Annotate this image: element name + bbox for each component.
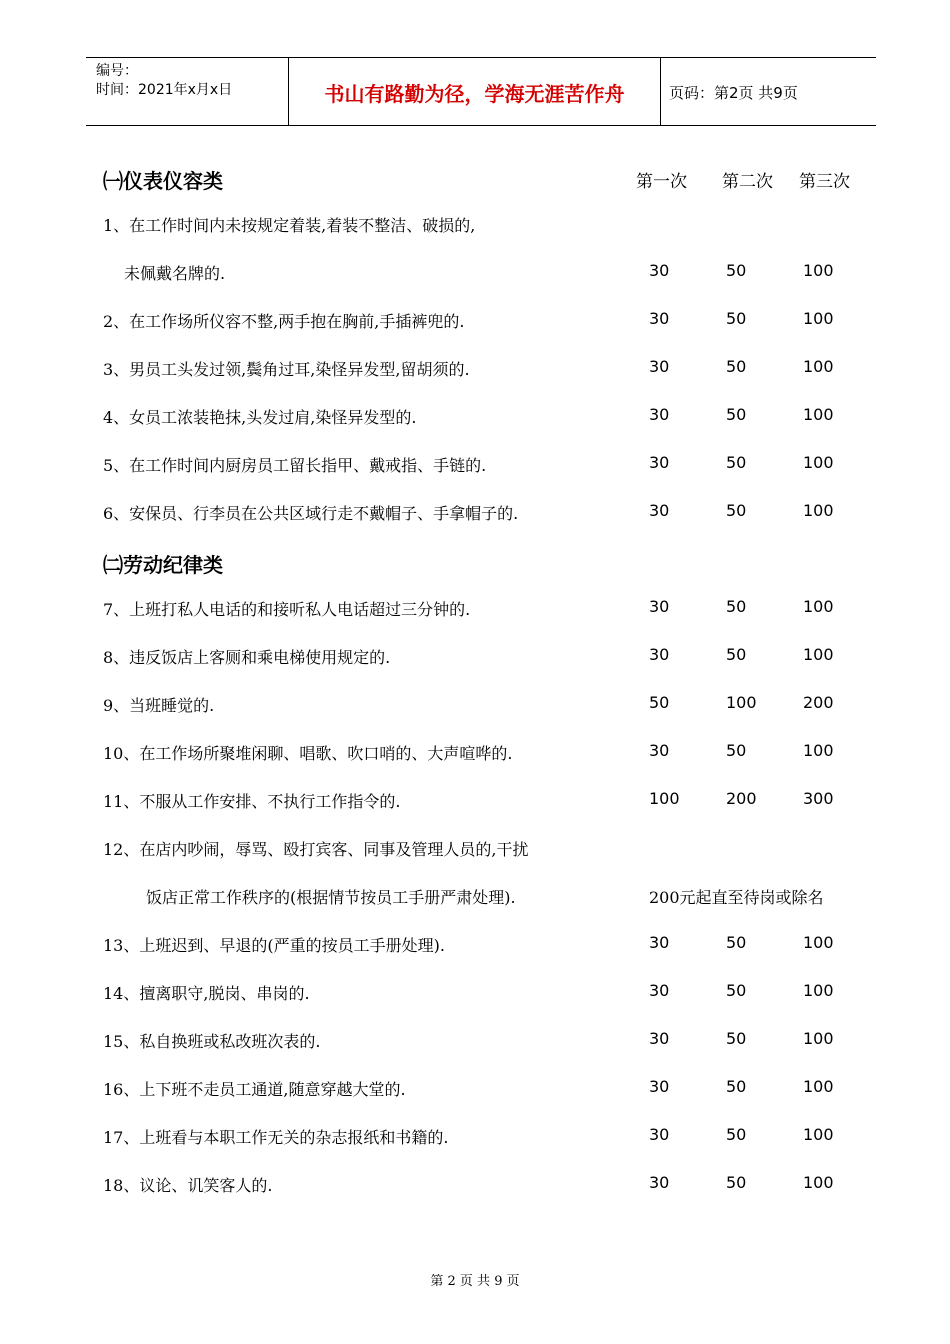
item-text: 17、上班看与本职工作无关的杂志报纸和书籍的. — [103, 1128, 449, 1147]
page-footer: 第 2 页 共 9 页 — [430, 1274, 520, 1289]
header-right-cell — [661, 58, 876, 125]
penalty-amount: 100 — [803, 309, 834, 328]
penalty-amount: 50 — [726, 501, 747, 520]
item-text: 3、男员工头发过领,鬓角过耳,染怪异发型,留胡须的. — [103, 360, 470, 379]
item-text: 1、在工作时间内未按规定着装,着装不整洁、破损的, — [103, 216, 476, 235]
header-motto: 书山有路勤为径，学海无涯苦作舟 — [324, 82, 625, 106]
code-label: 编号： — [96, 63, 138, 79]
penalty-amount: 50 — [726, 597, 747, 616]
penalty-amount: 100 — [803, 933, 834, 952]
penalty-amount: 50 — [726, 933, 747, 952]
penalty-amount: 100 — [803, 357, 834, 376]
item-text: 5、在工作时间内厨房员工留长指甲、戴戒指、手链的. — [103, 456, 487, 475]
item-text: 11、不服从工作安排、不执行工作指令的. — [103, 792, 401, 811]
date-line: 时间：2021年x月x日 — [96, 82, 233, 98]
penalty-amount: 50 — [726, 1077, 747, 1096]
penalty-amount: 100 — [803, 741, 834, 760]
penalty-amount: 100 — [803, 261, 834, 280]
penalty-amount: 50 — [726, 1173, 747, 1192]
item-text: 9、当班睡觉的. — [103, 696, 215, 715]
header-middle-cell — [289, 58, 661, 125]
item-text: 10、在工作场所聚堆闲聊、唱歌、吹口哨的、大声喧哗的. — [103, 744, 513, 763]
penalty-amount: 30 — [649, 1077, 670, 1096]
penalty-amount: 30 — [649, 1125, 670, 1144]
item-text: 8、违反饭店上客厕和乘电梯使用规定的. — [103, 648, 391, 667]
column-header: 第一次 — [636, 172, 687, 192]
penalty-amount: 100 — [803, 405, 834, 424]
penalty-amount: 50 — [726, 357, 747, 376]
item-text: 12、在店内吵闹，辱骂、殴打宾客、同事及管理人员的,干扰 — [103, 840, 529, 859]
penalty-amount: 100 — [803, 981, 834, 1000]
penalty-amount: 30 — [649, 981, 670, 1000]
penalty-amount: 50 — [726, 405, 747, 424]
penalty-amount: 100 — [803, 1077, 834, 1096]
penalty-amount: 50 — [726, 645, 747, 664]
penalty-amount: 30 — [649, 261, 670, 280]
penalty-amount: 30 — [649, 741, 670, 760]
penalty-amount: 30 — [649, 597, 670, 616]
column-header: 第二次 — [722, 172, 773, 192]
header-left-cell — [86, 58, 289, 125]
item-text: 饭店正常工作秩序的(根据情节按员工手册严肃处理). — [146, 888, 516, 907]
item-text: 4、女员工浓装艳抹,头发过肩,染怪异发型的. — [103, 408, 417, 427]
item-text: 16、上下班不走员工通道,随意穿越大堂的. — [103, 1080, 406, 1099]
section-title: ㈡劳动纪律类 — [103, 553, 223, 577]
penalty-amount: 30 — [649, 501, 670, 520]
penalty-amount: 30 — [649, 357, 670, 376]
penalty-amount: 100 — [803, 645, 834, 664]
penalty-amount: 50 — [726, 309, 747, 328]
penalty-amount: 50 — [726, 261, 747, 280]
penalty-amount: 50 — [726, 1029, 747, 1048]
item-text: 15、私自换班或私改班次表的. — [103, 1032, 321, 1051]
penalty-amount: 100 — [803, 453, 834, 472]
penalty-amount: 50 — [726, 1125, 747, 1144]
penalty-amount: 100 — [649, 789, 680, 808]
penalty-amount: 30 — [649, 405, 670, 424]
penalty-amount: 50 — [726, 981, 747, 1000]
page-header — [86, 57, 876, 126]
column-header: 第三次 — [799, 172, 850, 192]
item-text: 7、上班打私人电话的和接听私人电话超过三分钟的. — [103, 600, 471, 619]
penalty-amount: 200 — [803, 693, 834, 712]
penalty-amount: 30 — [649, 933, 670, 952]
item-text: 6、安保员、行李员在公共区域行走不戴帽子、手拿帽子的. — [103, 504, 519, 523]
penalty-note: 200元起直至待岗或除名 — [649, 888, 824, 907]
penalty-amount: 100 — [803, 597, 834, 616]
penalty-amount: 200 — [726, 789, 757, 808]
section-title: ㈠仪表仪容类 — [103, 169, 223, 193]
penalty-amount: 30 — [649, 1029, 670, 1048]
penalty-amount: 300 — [803, 789, 834, 808]
penalty-amount: 100 — [803, 1125, 834, 1144]
item-text: 2、在工作场所仪容不整,两手抱在胸前,手插裤兜的. — [103, 312, 465, 331]
header-page-info: 页码：第2页 共9页 — [669, 84, 798, 102]
penalty-amount: 30 — [649, 453, 670, 472]
penalty-amount: 30 — [649, 1173, 670, 1192]
item-text: 14、擅离职守,脱岗、串岗的. — [103, 984, 310, 1003]
penalty-amount: 100 — [803, 501, 834, 520]
item-text: 13、上班迟到、早退的(严重的按员工手册处理). — [103, 936, 445, 955]
penalty-amount: 50 — [649, 693, 670, 712]
penalty-amount: 30 — [649, 645, 670, 664]
item-text: 未佩戴名牌的. — [124, 264, 226, 283]
penalty-amount: 50 — [726, 741, 747, 760]
penalty-amount: 100 — [726, 693, 757, 712]
penalty-amount: 50 — [726, 453, 747, 472]
penalty-amount: 100 — [803, 1173, 834, 1192]
item-text: 18、议论、讥笑客人的. — [103, 1176, 273, 1195]
penalty-amount: 30 — [649, 309, 670, 328]
penalty-amount: 100 — [803, 1029, 834, 1048]
